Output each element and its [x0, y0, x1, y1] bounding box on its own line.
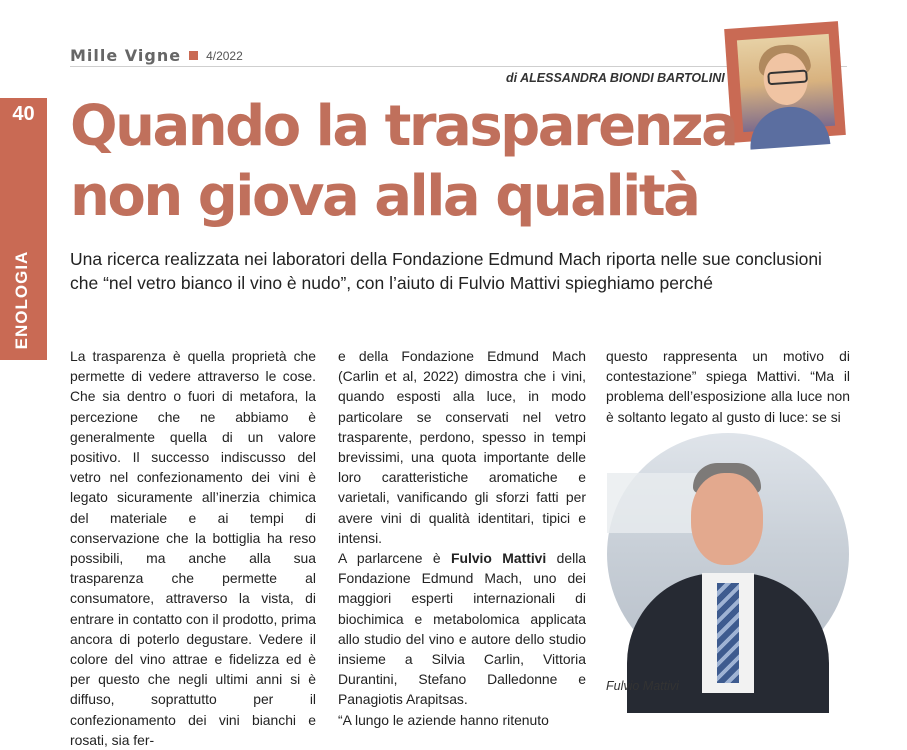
paragraph: questo rappresenta un motivo di contestazione” spiega Mattivi. “Ma il problema dell’esposizione alla luce non è soltanto legato al gusto di luce: se si: [606, 348, 850, 425]
interviewee-portrait: [607, 433, 849, 675]
title-line-2: non giova alla qualità: [70, 164, 699, 229]
article-title: [70, 92, 736, 232]
article-subtitle: Una ricerca realizzata nei laboratori della Fondazione Edmund Mach riporta nelle sue conclusioni che “nel vetro bianco il vino è nudo”, con l’aiuto di Fulvio Mattivi spieghiamo perché: [70, 249, 822, 293]
text-column-3: [606, 346, 850, 436]
paragraph: e della Fondazione Edmund Mach (Carlin et al, 2022) dimostra che i vini, quando esposti alla luce, in modo particolare se conservati nel vetro trasparente, perdono, spesso in tempi brevissimi, una quota importante delle loro caratteristiche aromatiche e varietali, vanificando gli sforzi fatti per avere vini di qualità identitari, tipici e intensi.: [338, 348, 586, 546]
photo-caption: Fulvio Mattivi: [606, 679, 679, 693]
author-photo: [737, 34, 835, 132]
page-number: 40: [12, 103, 35, 125]
paragraph: La trasparenza è quella proprietà che permette di vedere attraverso le cose. Che sia dentro o fuori di metafora, la percezione che ne abbiamo è generalmente quella di un valore positivo. Il successo indiscusso del vetro nel confezionamento dei vini è legato sicuramente all’inerzia chimica del materiale e ai tempi di conservazione che la bottiglia ha reso possibili, ma anche alla sua trasparenza che permette al consumatore, attraverso la vista, di entrare in contatto con il prodotto, prima ancora di poterlo degustare. Vedere il colore del vino attrae e fidelizza ed è per questo che negli ultimi anni si è diffuso, soprattutto per il confezionamento dei vini bianchi e rosati, sia fer-: [70, 348, 316, 748]
paragraph: “A lungo le aziende hanno ritenuto: [338, 711, 549, 728]
title-line-1: Quando la trasparenza: [70, 94, 737, 159]
interviewee-name: Fulvio Mattivi: [451, 550, 547, 567]
section-label: ENOLOGIA: [12, 250, 31, 350]
text-column-2: [338, 346, 587, 728]
square-icon: [189, 51, 198, 60]
masthead: [70, 46, 243, 65]
magazine-logo: Mille Vigne: [70, 46, 182, 65]
paragraph: A parlarcene è Fulvio Mattivi della Fondazione Edmund Mach, uno dei maggiori esperti internazionali di biochimica e metabolomica applicata allo studio del vino e autore dello studio insieme a Silvia Carlin, Vittoria Durantini, Stefano Dalledonne e Panagiotis Arapitsas.: [338, 550, 587, 708]
author-byline: di ALESSANDRA BIONDI BARTOLINI: [506, 71, 725, 85]
text-column-1: [70, 346, 316, 748]
issue-number: 4/2022: [206, 48, 243, 63]
